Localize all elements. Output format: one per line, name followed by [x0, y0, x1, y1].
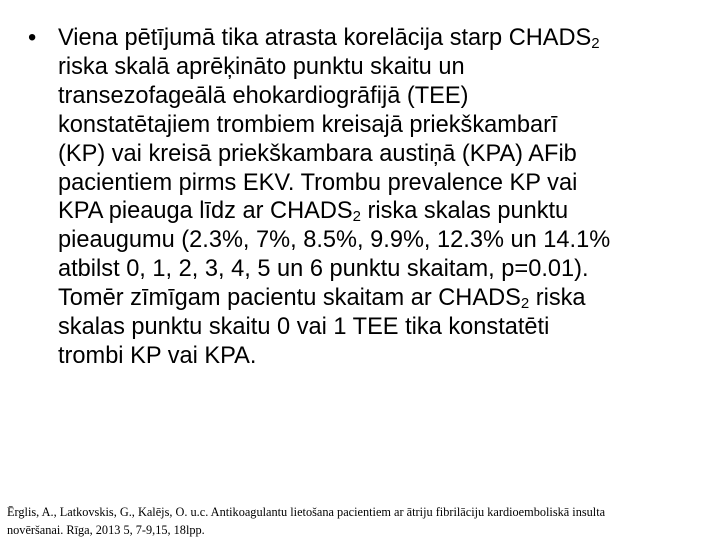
- text-line: skalas punktu skaitu 0 vai 1 TEE tika konstatēti: [58, 314, 550, 341]
- citation-line: novēršanai. Rīga, 2013 5, 7-9,15, 18lpp.: [7, 523, 205, 537]
- text-line: (KP) vai kreisā priekškambara austiņā (KPA) AFib: [58, 140, 577, 167]
- text-line: riska skalā aprēķināto punktu skaitu un: [58, 53, 465, 80]
- citation-reference: [7, 503, 713, 539]
- text-line: trombi KP vai KPA.: [58, 342, 257, 369]
- text-line: atbilst 0, 1, 2, 3, 4, 5 un 6 punktu skaitam, p=0.01).: [58, 256, 589, 283]
- text-line: pieaugumu (2.3%, 7%, 8.5%, 9.9%, 12.3% un 14.1%: [58, 227, 611, 254]
- citation-line: Ērglis, A., Latkovskis, G., Kalējs, O. u.c. Antikoagulantu lietošana pacientiem ar ātriju fibrilāciju kardioemboliskā insulta: [7, 505, 606, 519]
- bullet-point-icon: •: [28, 25, 37, 51]
- text-line: konstatētajiem trombiem kreisajā priekškambarī: [58, 111, 558, 138]
- text-line: pacientiem pirms EKV. Trombu prevalence KP vai: [58, 169, 578, 196]
- bullet-paragraph: [28, 24, 698, 371]
- text-line: transezofageālā ehokardiogrāfijā (TEE): [58, 82, 469, 109]
- text-line: Viena pētījumā tika atrasta korelācija starp $CHADS_2$: [58, 25, 600, 52]
- bullet-text: [58, 24, 698, 371]
- text-line: KPA pieauga līdz ar $CHADS_2$ riska skalas punktu: [58, 198, 569, 226]
- text-line: Tomēr zīmīgam pacientu skaitam ar $CHADS_2$ riska: [58, 285, 586, 313]
